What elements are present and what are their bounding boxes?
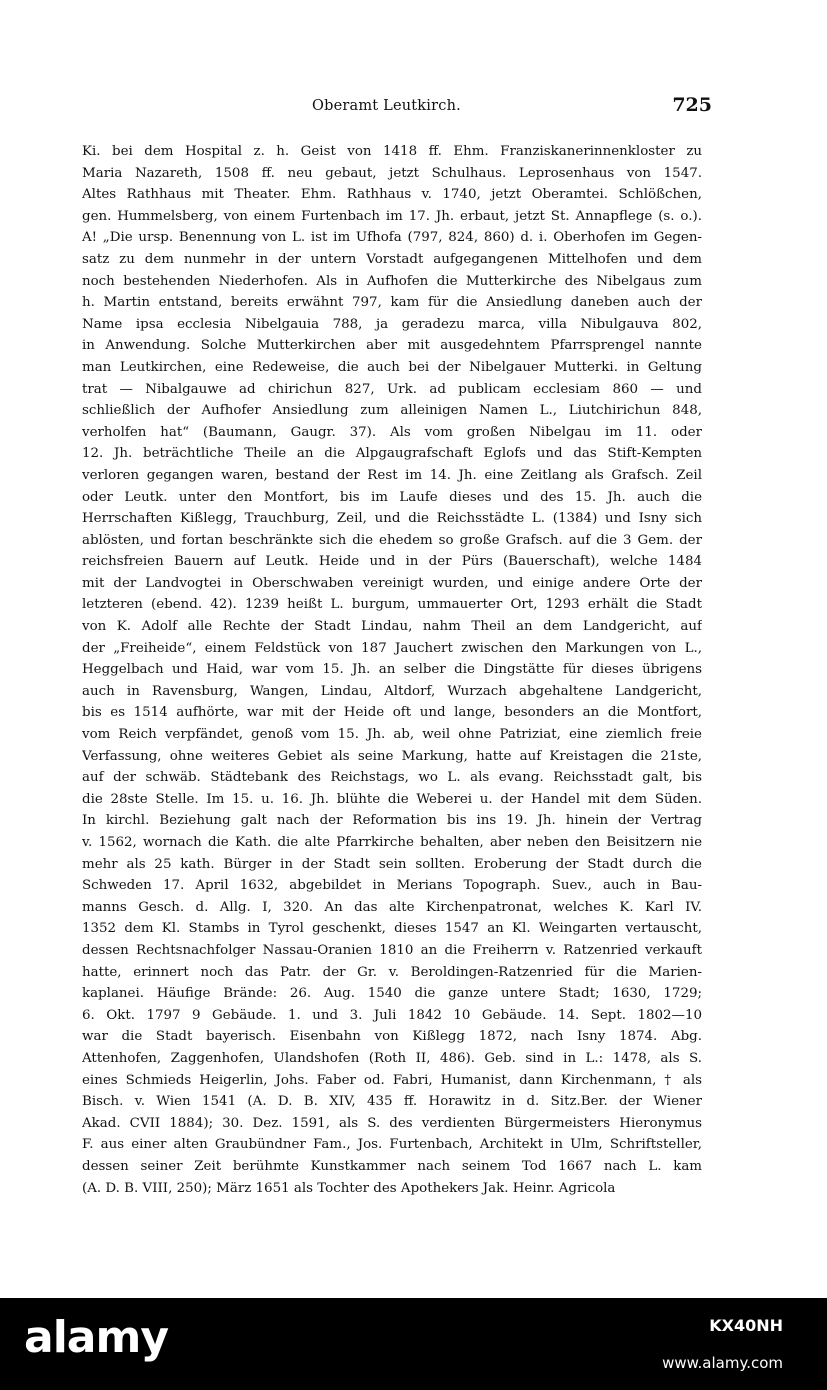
text-line: letzteren (ebend. 42). 1239 heißt L. burgum, ummauerter Ort, 1293 erhält die Stadt: [82, 597, 702, 613]
text-line: oder Leutk. unter den Montfort, bis im Laufe dieses und des 15. Jh. auch die: [82, 489, 702, 505]
text-line: gen. Hummelsberg, von einem Furtenbach im 17. Jh. erbaut, jetzt St. Annapflege (s. o.).: [82, 208, 702, 224]
text-line: Akad. CVII 1884); 30. Dez. 1591, als S. des verdienten Bürgermeisters Hieronymus: [82, 1115, 702, 1131]
text-line: verholfen hat“ (Baumann, Gaugr. 37). Als vom großen Nibelgau im 11. oder: [82, 424, 702, 440]
text-line: A! „Die ursp. Benennung von L. ist im Ufhofa (797, 824, 860) d. i. Oberhofen im Gegen-: [82, 230, 702, 246]
text-line: 12. Jh. beträchtliche Theile an die Alpgaugrafschaft Eglofs und das Stift-Kempten: [82, 446, 702, 462]
text-line: auf der schwäb. Städtebank des Reichstags, wo L. als evang. Reichsstadt galt, bis: [82, 770, 702, 786]
text-line: manns Gesch. d. Allg. I, 320. An das alte Kirchenpatronat, welches K. Karl IV.: [82, 899, 702, 915]
text-line: Verfassung, ohne weiteres Gebiet als seine Markung, hatte auf Kreistagen die 21ste,: [82, 748, 702, 764]
text-line: der „Freiheide“, einem Feldstück von 187 Jauchert zwischen den Markungen von L.,: [82, 640, 702, 656]
running-head: Oberamt Leutkirch.: [312, 98, 461, 114]
text-line: man Leutkirchen, eine Redeweise, die auch bei der Nibelgauer Mutterki. in Geltung: [82, 359, 702, 375]
text-line: Heggelbach und Haid, war vom 15. Jh. an selber die Dingstätte für dieses übrigens: [82, 662, 702, 678]
text-line: Schweden 17. April 1632, abgebildet in Merians Topograph. Suev., auch in Bau-: [82, 878, 702, 894]
text-line: Ki. bei dem Hospital z. h. Geist von 1418 ff. Ehm. Franziskanerinnenkloster zu: [82, 144, 702, 159]
text-line: 6. Okt. 1797 9 Gebäude. 1. und 3. Juli 1842 10 Gebäude. 14. Sept. 1802—10: [82, 1007, 702, 1023]
text-line: Maria Nazareth, 1508 ff. neu gebaut, jetzt Schulhaus. Leprosenhaus von 1547.: [82, 165, 702, 181]
text-line: in Anwendung. Solche Mutterkirchen aber mit ausgedehntem Pfarrsprengel nannte: [82, 338, 702, 354]
page-number: 725: [672, 94, 712, 116]
text-line: die 28ste Stelle. Im 15. u. 16. Jh. blühte die Weberei u. der Handel mit dem Süden.: [82, 791, 702, 807]
text-line: Herrschaften Kißlegg, Trauchburg, Zeil, und die Reichsstädte L. (1384) und Isny sich: [82, 511, 702, 527]
text-line: F. aus einer alten Graubündner Fam., Jos. Furtenbach, Architekt in Ulm, Schriftsteller,: [82, 1137, 702, 1153]
text-line: (A. D. B. VIII, 250); März 1651 als Tochter des Apothekers Jak. Heinr. Agricola: [82, 1180, 616, 1196]
text-line: v. 1562, wornach die Kath. die alte Pfarrkirche behalten, aber neben den Beisitzern nie: [82, 835, 702, 850]
text-line: auch in Ravensburg, Wangen, Lindau, Altdorf, Wurzach abgehaltene Landgericht,: [82, 683, 702, 699]
text-line: von K. Adolf alle Rechte der Stadt Lindau, nahm Theil an dem Landgericht, auf: [82, 619, 702, 635]
text-line: mehr als 25 kath. Bürger in der Stadt sein sollten. Eroberung der Stadt durch die: [82, 856, 702, 872]
text-line: hatte, erinnert noch das Patr. der Gr. v. Beroldingen-Ratzenried für die Marien-: [82, 964, 702, 980]
text-line: mit der Landvogtei in Oberschwaben vereinigt wurden, und einige andere Orte der: [82, 575, 702, 591]
text-line: Attenhofen, Zaggenhofen, Ulandshofen (Roth II, 486). Geb. sind in L.: 1478, als S.: [82, 1050, 702, 1066]
text-line: kaplanei. Häufige Brände: 26. Aug. 1540 die ganze untere Stadt; 1630, 1729;: [82, 986, 702, 1002]
text-line: 1352 dem Kl. Stambs in Tyrol geschenkt, dieses 1547 an Kl. Weingarten vertauscht,: [82, 921, 702, 937]
text-line: schließlich der Aufhofer Ansiedlung zum alleinigen Namen L., Liutchirichun 848,: [82, 403, 702, 419]
watermark-bar: [0, 1298, 827, 1390]
text-line: reichsfreien Bauern auf Leutk. Heide und in der Pürs (Bauerschaft), welche 1484: [82, 554, 702, 570]
text-line: ablösten, und fortan beschränkte sich die ehedem so große Grafsch. auf die 3 Gem. der: [82, 532, 702, 548]
text-line: verloren gegangen waren, bestand der Rest im 14. Jh. eine Zeitlang als Grafsch. Zeil: [82, 467, 702, 483]
text-line: Bisch. v. Wien 1541 (A. D. B. XIV, 435 ff. Horawitz in d. Sitz.Ber. der Wiener: [82, 1094, 702, 1110]
text-line: bis es 1514 aufhörte, war mit der Heide oft und lange, besonders an die Montfort,: [82, 705, 702, 721]
text-line: satz zu dem nunmehr in der untern Vorstadt aufgegangenen Mittelhofen und dem: [82, 251, 702, 267]
text-line: eines Schmieds Heigerlin, Johs. Faber od. Fabri, Humanist, dann Kirchenmann, † als: [82, 1072, 702, 1088]
site-url: www.alamy.com: [662, 1354, 783, 1372]
image-id: KX40NH: [709, 1316, 783, 1335]
text-line: dessen Rechtsnachfolger Nassau-Oranien 1810 an die Freiherrn v. Ratzenried verkauft: [82, 942, 702, 958]
text-line: Altes Rathhaus mit Theater. Ehm. Rathhaus v. 1740, jetzt Oberamtei. Schlößchen,: [82, 187, 702, 203]
text-line: vom Reich verpfändet, genoß vom 15. Jh. ab, weil ohne Patriziat, eine ziemlich freie: [82, 727, 702, 743]
body-text: [82, 141, 702, 1199]
text-line: war die Stadt bayerisch. Eisenbahn von Kißlegg 1872, nach Isny 1874. Abg.: [82, 1029, 702, 1045]
alamy-logo: alamy: [24, 1312, 168, 1363]
text-line: Name ipsa ecclesia Nibelgauia 788, ja geradezu marca, villa Nibulgauva 802,: [82, 316, 702, 332]
text-line: dessen seiner Zeit berühmte Kunstkammer nach seinem Tod 1667 nach L. kam: [82, 1158, 702, 1174]
text-line: trat — Nibalgauwe ad chirichun 827, Urk. ad publicam ecclesiam 860 — und: [82, 381, 702, 397]
text-line: In kirchl. Beziehung galt nach der Reformation bis ins 19. Jh. hinein der Vertrag: [82, 813, 702, 829]
text-line: h. Martin entstand, bereits erwähnt 797, kam für die Ansiedlung daneben auch der: [82, 295, 702, 311]
page-header: [82, 96, 712, 122]
text-line: noch bestehenden Niederhofen. Als in Aufhofen die Mutterkirche des Nibelgaus zum: [82, 273, 702, 289]
